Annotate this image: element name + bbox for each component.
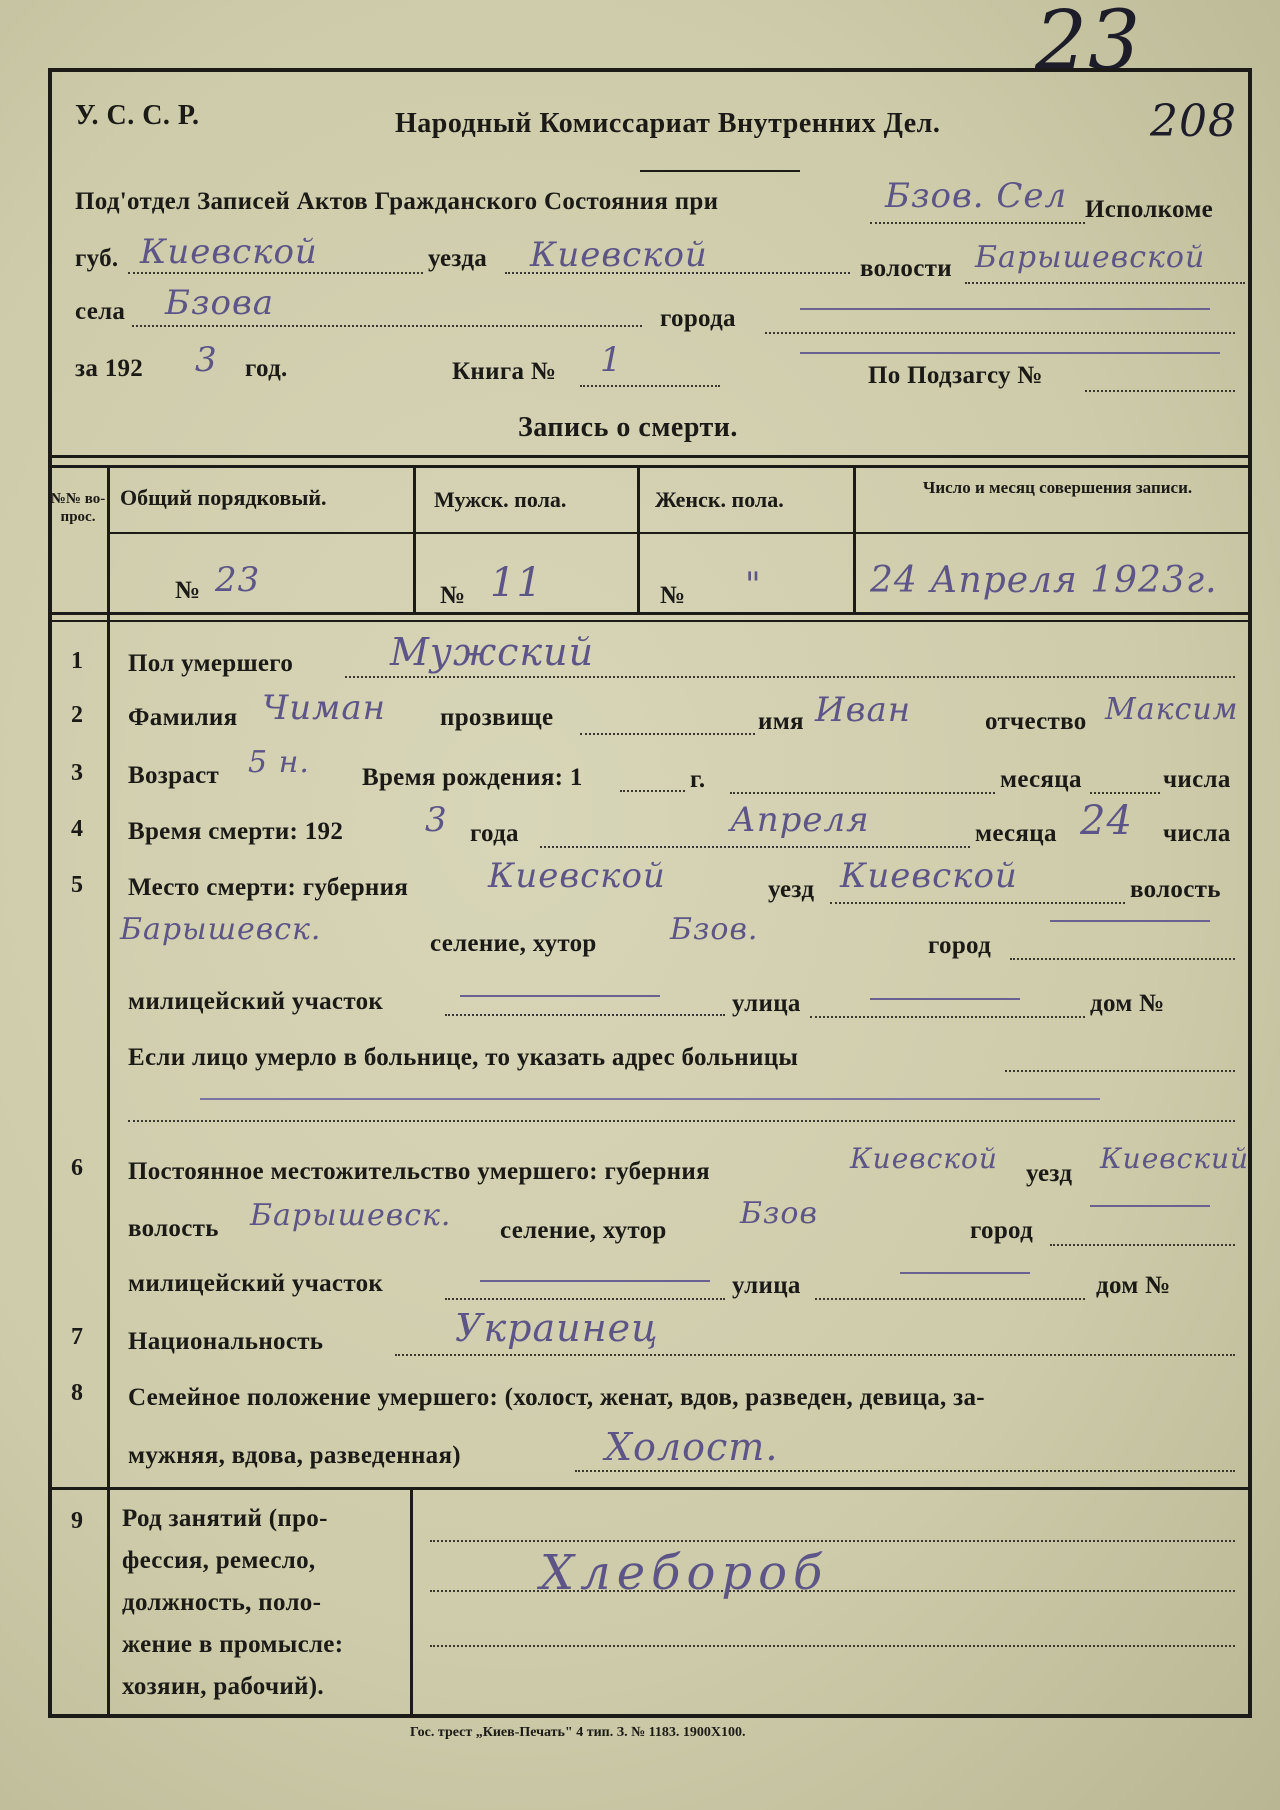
r8-label-2: мужняя, вдова, разведенная) <box>128 1442 461 1469</box>
r5-uezd-value: Киевской <box>840 856 1018 896</box>
r7-label: Национальность <box>128 1328 324 1355</box>
r6b-volost-value: Барышевск. <box>250 1198 452 1233</box>
r5b-volost-value: Барышевск. <box>120 912 322 947</box>
r5-gub-value: Киевской <box>488 856 666 896</box>
subdept-value: Бзов. Сел <box>885 176 1068 216</box>
book-label: Книга № <box>452 358 557 385</box>
r2-label: Фамилия <box>128 704 238 731</box>
r5c-dom-label: дом № <box>1090 990 1165 1017</box>
row-number: 8 <box>71 1380 83 1406</box>
r6b-selenie-label: селение, хутор <box>500 1217 667 1244</box>
r7-value: Украинец <box>455 1306 659 1350</box>
r9-line2: фессия, ремесло, <box>122 1547 316 1574</box>
book-value: 1 <box>600 340 623 380</box>
r5b-gorod-label: город <box>928 932 992 959</box>
corner-number: 23 <box>1035 0 1142 89</box>
col-num-header: №№ во- прос. <box>50 491 106 525</box>
r2-otch-value: Максим <box>1105 692 1239 727</box>
uezd-value: Киевской <box>530 235 708 275</box>
commissariat-label: Народный Комиссариат Внутренних Дел. <box>395 108 941 139</box>
r6c-milit-label: милицейский участок <box>128 1270 384 1297</box>
r1-label: Пол умершего <box>128 650 294 677</box>
row-number: 9 <box>71 1508 83 1534</box>
year-label: за 192 <box>75 355 144 382</box>
r6b-selenie-value: Бзов <box>740 1196 818 1231</box>
r9-line1: Род занятий (про- <box>122 1505 328 1532</box>
r3-day-label: числа <box>1163 766 1231 793</box>
printer-imprint: Гос. трест „Киев-Печать" 4 тип. З. № 1183. 1900Х100. <box>410 1725 746 1740</box>
r9-line5: хозяин, рабочий). <box>122 1673 324 1700</box>
female-prefix: № <box>660 582 686 609</box>
r4-month-label: месяца <box>975 820 1057 847</box>
divider <box>640 170 800 172</box>
r5b-selenie-value: Бзов. <box>670 912 759 947</box>
r5d-hospital-label: Если лицо умерло в больнице, то указать адрес больницы <box>128 1044 799 1071</box>
row-number: 7 <box>71 1324 83 1350</box>
r4-day-label: числа <box>1163 820 1231 847</box>
r6-uezd-label: уезд <box>1026 1160 1073 1187</box>
r5-uezd-label: уезд <box>768 876 815 903</box>
col-female-header: Женск. пола. <box>655 487 784 512</box>
r5-volost-label: волость <box>1130 876 1221 903</box>
row-number: 2 <box>71 702 83 728</box>
r5b-selenie-label: селение, хутор <box>430 930 597 957</box>
r2-surname-value: Чиман <box>262 688 387 728</box>
r2-prozv-label: прозвище <box>440 704 554 731</box>
corner-number-2: 208 <box>1150 96 1237 147</box>
general-value: 23 <box>215 560 261 600</box>
col-general-header: Общий порядковый. <box>120 485 327 510</box>
r5-label: Место смерти: губерния <box>128 874 409 901</box>
r3-label: Возраст <box>128 762 220 789</box>
female-value: " <box>745 565 762 605</box>
r4-year-value: 3 <box>425 800 448 840</box>
ispolkom-label: Исполкоме <box>1085 196 1214 223</box>
r5c-ulica-label: улица <box>732 990 801 1017</box>
record-title: Запись о смерти. <box>518 412 738 443</box>
r2-imya-value: Иван <box>815 690 912 730</box>
r1-value: Мужский <box>390 630 595 674</box>
r9-value: Хлебороб <box>540 1545 829 1601</box>
col-date-header: Число и месяц совершения записи. <box>922 478 1193 497</box>
row-number: 3 <box>71 760 83 786</box>
republic-label: У. С. С. Р. <box>75 100 200 131</box>
r3-g-label: г. <box>690 766 706 793</box>
male-prefix: № <box>440 582 466 609</box>
r4-day-value: 24 <box>1080 798 1133 844</box>
r6b-gorod-label: город <box>970 1217 1034 1244</box>
subdept-label: Под'отдел Записей Актов Гражданского Состояния при <box>75 188 719 215</box>
gub-label: губ. <box>75 245 119 272</box>
r8-value: Холост. <box>605 1425 779 1469</box>
male-value: 11 <box>490 560 543 606</box>
uezd-label: уезда <box>428 245 488 272</box>
r3-value: 5 н. <box>248 745 310 780</box>
year-value: 3 <box>195 340 218 380</box>
volost-label: волости <box>860 255 952 282</box>
r4-label: Время смерти: 192 <box>128 818 344 845</box>
r5c-milit-label: милицейский участок <box>128 988 384 1015</box>
row-number: 6 <box>71 1155 83 1181</box>
r6b-volost-label: волость <box>128 1215 219 1242</box>
r9-line3: должность, поло- <box>122 1589 322 1616</box>
r3-birth-label: Время рождения: 1 <box>362 764 583 791</box>
selo-label: села <box>75 298 126 325</box>
r6-gub-value: Киевской <box>850 1142 998 1175</box>
r4-month-value: Апреля <box>730 800 870 840</box>
gorod-label: города <box>660 305 736 332</box>
general-prefix: № <box>175 577 201 604</box>
r2-imya-label: имя <box>758 708 804 735</box>
r2-otch-label: отчество <box>985 708 1087 735</box>
r6c-dom-label: дом № <box>1096 1272 1171 1299</box>
volost-value: Барышевской <box>975 240 1206 275</box>
r6c-ulica-label: улица <box>732 1272 801 1299</box>
row-number: 4 <box>71 816 83 842</box>
r6-label: Постоянное местожительство умершего: губерния <box>128 1158 710 1185</box>
row-number: 5 <box>71 872 83 898</box>
col-male-header: Мужск. пола. <box>434 487 567 512</box>
year-suffix: год. <box>245 355 288 382</box>
gub-value: Киевской <box>140 232 318 272</box>
podzags-label: По Подзагсу № <box>868 362 1043 389</box>
row-number: 1 <box>71 648 83 674</box>
date-value: 24 Апреля 1923г. <box>870 560 1218 601</box>
r8-label: Семейное положение умершего: (холост, женат, вдов, разведен, девица, за- <box>128 1384 985 1411</box>
selo-value: Бзова <box>165 283 275 323</box>
r9-line4: жение в промысле: <box>122 1631 344 1658</box>
r6-uezd-value: Киевский <box>1100 1142 1250 1175</box>
r4-goda-label: года <box>470 820 519 847</box>
r3-month-label: месяца <box>1000 766 1082 793</box>
